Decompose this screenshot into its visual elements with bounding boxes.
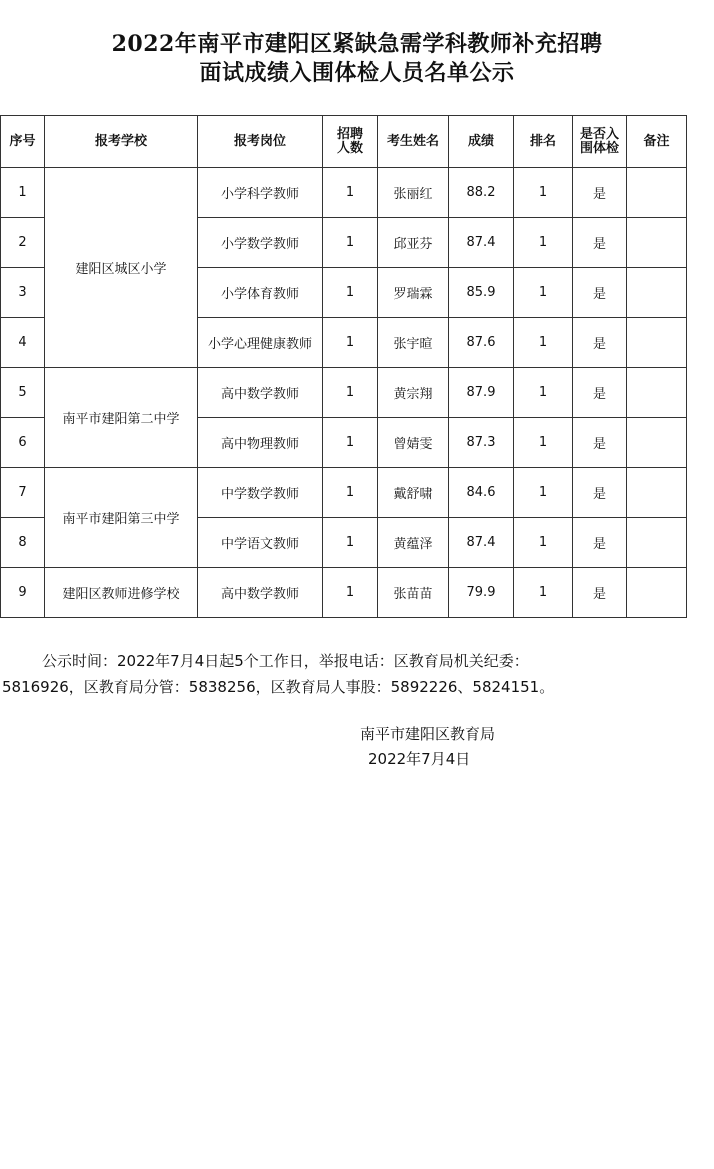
cell-no: 2 — [1, 218, 45, 268]
cell-quota: 1 — [323, 168, 378, 218]
cell-post: 小学体育教师 — [198, 268, 323, 318]
cell-name: 张丽红 — [378, 168, 449, 218]
notice-line-2: 5816926，区教育局分管：5838256，区教育局人事股：5892226、5824151。 — [2, 678, 555, 696]
header-exam — [573, 116, 627, 168]
header-post: 报考岗位 — [198, 116, 323, 168]
cell-rank: 1 — [514, 368, 573, 418]
page-subtitle: 面试成绩入围体检人员名单公示 — [199, 60, 515, 86]
cell-name: 邱亚芬 — [378, 218, 449, 268]
header-rank: 排名 — [514, 116, 573, 168]
signature-org: 南平市建阳区教育局 — [360, 725, 496, 743]
cell-score: 87.6 — [449, 318, 514, 368]
notice-text — [0, 648, 714, 700]
cell-post: 高中物理教师 — [198, 418, 323, 468]
cell-remark — [627, 218, 687, 268]
cell-quota: 1 — [323, 318, 378, 368]
header-name: 考生姓名 — [378, 116, 449, 168]
cell-remark — [627, 168, 687, 218]
cell-rank: 1 — [514, 268, 573, 318]
cell-school: 南平市建阳第三中学 — [45, 468, 198, 568]
table-row — [1, 468, 687, 518]
cell-post: 高中数学教师 — [198, 568, 323, 618]
cell-score: 87.3 — [449, 418, 514, 468]
header-exam-line2: 围体检 — [579, 140, 619, 156]
header-quota — [323, 116, 378, 168]
cell-quota: 1 — [323, 568, 378, 618]
cell-no: 1 — [1, 168, 45, 218]
cell-score: 87.4 — [449, 518, 514, 568]
cell-exam: 是 — [573, 368, 627, 418]
cell-name: 张苗苗 — [378, 568, 449, 618]
cell-rank: 1 — [514, 168, 573, 218]
cell-rank: 1 — [514, 518, 573, 568]
cell-exam: 是 — [573, 468, 627, 518]
cell-score: 85.9 — [449, 268, 514, 318]
candidate-table — [0, 115, 687, 618]
header-quota-line1: 招聘 — [336, 126, 363, 142]
cell-post: 高中数学教师 — [198, 368, 323, 418]
cell-remark — [627, 568, 687, 618]
cell-school: 建阳区城区小学 — [45, 168, 198, 368]
cell-remark — [627, 418, 687, 468]
cell-exam: 是 — [573, 318, 627, 368]
cell-score: 87.4 — [449, 218, 514, 268]
cell-school: 建阳区教师进修学校 — [45, 568, 198, 618]
cell-score: 87.9 — [449, 368, 514, 418]
cell-quota: 1 — [323, 268, 378, 318]
page-title: 2022年南平市建阳区紧缺急需学科教师补充招聘 — [111, 31, 603, 57]
cell-exam: 是 — [573, 168, 627, 218]
cell-name: 曾婧雯 — [378, 418, 449, 468]
table-row — [1, 368, 687, 418]
cell-name: 罗瑞霖 — [378, 268, 449, 318]
cell-rank: 1 — [514, 218, 573, 268]
header-quota-line2: 人数 — [336, 140, 363, 156]
cell-no: 6 — [1, 418, 45, 468]
header-score: 成绩 — [449, 116, 514, 168]
cell-no: 3 — [1, 268, 45, 318]
cell-remark — [627, 268, 687, 318]
cell-post: 中学数学教师 — [198, 468, 323, 518]
cell-rank: 1 — [514, 468, 573, 518]
cell-score: 88.2 — [449, 168, 514, 218]
cell-post: 中学语文教师 — [198, 518, 323, 568]
cell-score: 84.6 — [449, 468, 514, 518]
cell-name: 黄蕴泽 — [378, 518, 449, 568]
cell-rank: 1 — [514, 318, 573, 368]
cell-exam: 是 — [573, 418, 627, 468]
table-row — [1, 168, 687, 218]
cell-quota: 1 — [323, 218, 378, 268]
cell-remark — [627, 468, 687, 518]
header-school: 报考学校 — [45, 116, 198, 168]
cell-rank: 1 — [514, 418, 573, 468]
cell-exam: 是 — [573, 518, 627, 568]
cell-quota: 1 — [323, 468, 378, 518]
table-row — [1, 568, 687, 618]
cell-no: 4 — [1, 318, 45, 368]
cell-no: 7 — [1, 468, 45, 518]
header-no: 序号 — [1, 116, 45, 168]
cell-score: 79.9 — [449, 568, 514, 618]
cell-school: 南平市建阳第二中学 — [45, 368, 198, 468]
header-exam-line1: 是否入 — [579, 126, 619, 142]
cell-no: 5 — [1, 368, 45, 418]
cell-remark — [627, 368, 687, 418]
cell-no: 9 — [1, 568, 45, 618]
cell-quota: 1 — [323, 368, 378, 418]
cell-post: 小学科学教师 — [198, 168, 323, 218]
cell-rank: 1 — [514, 568, 573, 618]
cell-exam: 是 — [573, 568, 627, 618]
notice-line-1: 公示时间：2022年7月4日起5个工作日，举报电话：区教育局机关纪委： — [42, 652, 529, 670]
cell-exam: 是 — [573, 268, 627, 318]
cell-post: 小学心理健康教师 — [198, 318, 323, 368]
cell-name: 黄宗翔 — [378, 368, 449, 418]
cell-name: 张宇暄 — [378, 318, 449, 368]
cell-exam: 是 — [573, 218, 627, 268]
cell-post: 小学数学教师 — [198, 218, 323, 268]
header-remark: 备注 — [627, 116, 687, 168]
cell-quota: 1 — [323, 418, 378, 468]
cell-remark — [627, 518, 687, 568]
cell-no: 8 — [1, 518, 45, 568]
cell-remark — [627, 318, 687, 368]
cell-quota: 1 — [323, 518, 378, 568]
table-header-row — [1, 116, 687, 168]
signature-date: 2022年7月4日 — [368, 750, 471, 768]
cell-name: 戴舒啸 — [378, 468, 449, 518]
